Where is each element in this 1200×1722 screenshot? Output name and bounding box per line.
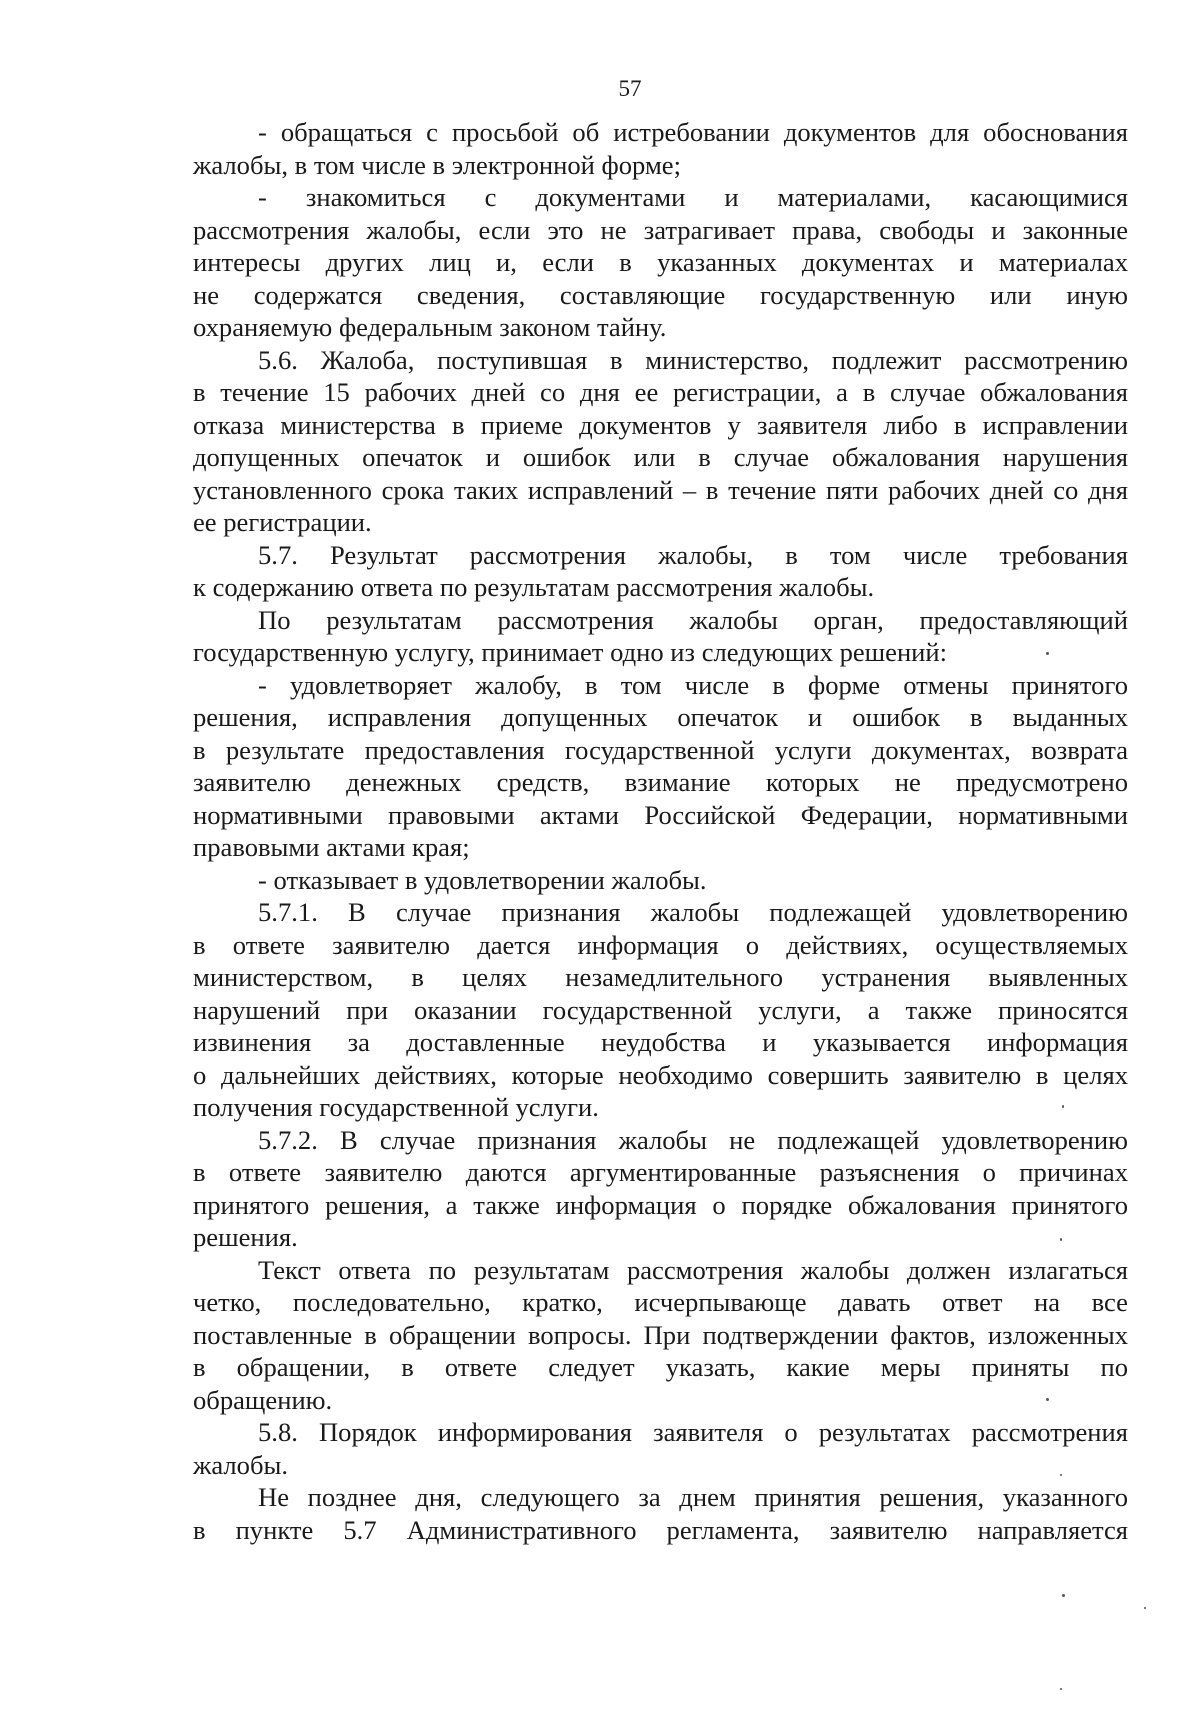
scan-speck (1144, 1607, 1146, 1609)
text-line: о дальнейших действиях, которые необходимо совершить заявителю в целях (193, 1059, 1128, 1090)
text-line: в течение 15 рабочих дней со дня ее регистрации, а в случае обжалования (193, 377, 1128, 407)
text-line: заявителю денежных средств, взимание которых не предусмотрено (193, 767, 1128, 797)
text-line: в ответе заявителю дается информация о действиях, осуществляемых (193, 929, 1128, 960)
text-line: в результате предоставления государственной услуги документах, возврата (193, 734, 1128, 765)
text-line: поставленные в обращении вопросы. При подтверждении фактов, изложенных (193, 1319, 1128, 1350)
text-line: ее регистрации. (193, 507, 372, 537)
text-line: 5.7.2. В случае признания жалобы не подлежащей удовлетворению (258, 1124, 1128, 1155)
text-line: жалобы, в том числе в электронной форме; (193, 149, 681, 180)
text-line: извинения за доставленные неудобства и указывается информация (193, 1027, 1128, 1057)
text-line: Не позднее дня, следующего за днем принятия решения, указанного (258, 1482, 1128, 1512)
text-line: 5.7. Результат рассмотрения жалобы, в том числе требования (258, 539, 1128, 570)
scan-speck (1060, 1238, 1062, 1241)
text-line: четко, последовательно, кратко, исчерпывающе давать ответ на все (193, 1287, 1128, 1317)
text-line: в пункте 5.7 Административного регламента, заявителю направляется (193, 1514, 1128, 1545)
text-line: - обращаться с просьбой об истребовании документов для обоснования (258, 117, 1128, 147)
text-line: 5.6. Жалоба, поступившая в министерство, подлежит рассмотрению (258, 344, 1128, 375)
text-line: не содержатся сведения, составляющие государственную или иную (193, 279, 1128, 310)
text-line: По результатам рассмотрения жалобы орган, предоставляющий (258, 604, 1128, 635)
text-line: охраняемую федеральным законом тайну. (193, 312, 667, 342)
text-line: решения. (193, 1222, 298, 1252)
document-body (193, 116, 1128, 1546)
text-line: 5.8. Порядок информирования заявителя о результатах рассмотрения (258, 1417, 1128, 1447)
text-line: правовыми актами края; (193, 832, 470, 862)
text-line: отказа министерства в приеме документов у заявителя либо в исправлении (193, 409, 1128, 440)
text-line: нарушений при оказании государственной услуги, а также приносятся (193, 994, 1128, 1025)
scan-speck (1062, 1594, 1065, 1597)
text-line: 5.7.1. В случае признания жалобы подлежащей удовлетворению (258, 897, 1128, 927)
text-line: принятого решения, а также информация о порядке обжалования принятого (193, 1189, 1128, 1220)
text-line: жалобы. (193, 1449, 289, 1480)
page-number: 57 (618, 76, 642, 101)
text-line: - удовлетворяет жалобу, в том числе в форме отмены принятого (258, 669, 1128, 700)
text-line: - знакомиться с документами и материалами, касающимися (258, 182, 1128, 212)
text-line: к содержанию ответа по результатам рассмотрения жалобы. (193, 572, 875, 602)
scan-speck (1060, 1688, 1062, 1690)
text-line: в обращении, в ответе следует указать, какие меры приняты по (193, 1352, 1128, 1382)
scan-speck (1062, 1105, 1064, 1108)
text-line: решения, исправления допущенных опечаток и ошибок в выданных (193, 702, 1128, 732)
text-line: министерством, в целях незамедлительного устранения выявленных (193, 962, 1128, 992)
text-line: допущенных опечаток и ошибок или в случае обжалования нарушения (193, 442, 1128, 472)
text-line: Текст ответа по результатам рассмотрения жалобы должен излагаться (258, 1254, 1128, 1285)
text-line: обращению. (193, 1384, 333, 1415)
scan-speck (1046, 652, 1049, 655)
text-line: получения государственной услуги. (193, 1092, 599, 1122)
text-line: государственную услугу, принимает одно из следующих решений: (193, 637, 948, 667)
scan-speck (1046, 1398, 1049, 1401)
text-line: в ответе заявителю даются аргументированные разъяснения о причинах (193, 1157, 1128, 1187)
text-line: - отказывает в удовлетворении жалобы. (258, 864, 707, 895)
text-line: нормативными правовыми актами Российской Федерации, нормативными (193, 799, 1128, 830)
text-line: установленного срока таких исправлений – в течение пяти рабочих дней со дня (193, 474, 1128, 505)
text-line: интересы других лиц и, если в указанных документах и материалах (193, 247, 1128, 277)
text-line: рассмотрения жалобы, если это не затрагивает права, свободы и законные (193, 214, 1128, 245)
scan-speck (1060, 1474, 1062, 1476)
